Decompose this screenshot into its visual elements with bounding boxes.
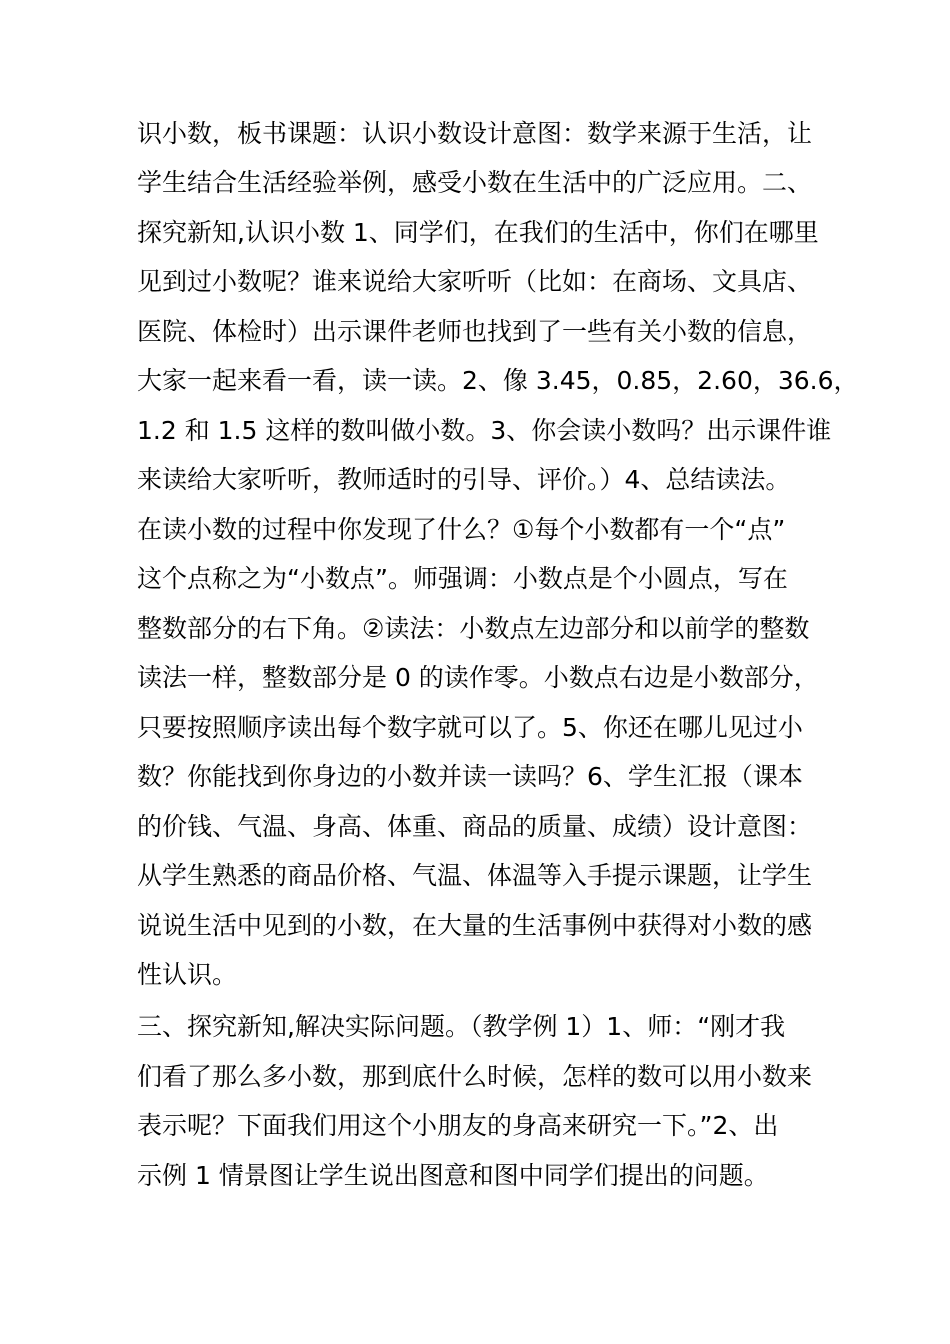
- text-line-19: 三、探究新知,解决实际问题。（教学例 1）1、师：“刚才我: [137, 1012, 786, 1041]
- text-line-11: 整数部分的右下角。②读法：小数点左边部分和以前学的整数: [137, 614, 810, 643]
- text-line-20: 们看了那么多小数，那到底什么时候，怎样的数可以用小数来: [137, 1062, 813, 1091]
- text-line-7: 1.2 和 1.5 这样的数叫做小数。3、你会读小数吗？出示课件谁: [137, 416, 832, 445]
- text-line-15: 的价钱、气温、身高、体重、商品的质量、成绩）设计意图：: [137, 812, 813, 841]
- text-line-17: 说说生活中见到的小数，在大量的生活事例中获得对小数的感: [137, 911, 813, 940]
- text-line-1: 识小数，板书课题：认识小数设计意图：数学来源于生活，让: [137, 119, 813, 148]
- text-line-2: 学生结合生活经验举例，感受小数在生活中的广泛应用。二、: [137, 168, 813, 197]
- text-line-8: 来读给大家听听，教师适时的引导、评价。）4、总结读法。: [137, 465, 791, 494]
- text-line-21: 表示呢？下面我们用这个小朋友的身高来研究一下。”2、出: [137, 1111, 779, 1140]
- text-line-6: 大家一起来看一看，读一读。2、像 3.45，0.85，2.60，36.6，: [137, 366, 859, 395]
- text-line-9: 在读小数的过程中你发现了什么？①每个小数都有一个“点”: [137, 515, 786, 544]
- text-line-3: 探究新知,认识小数 1、同学们，在我们的生活中，你们在哪里: [137, 218, 819, 247]
- text-line-5: 医院、体检时）出示课件老师也找到了一些有关小数的信息，: [137, 317, 813, 346]
- text-line-18: 性认识。: [137, 960, 238, 989]
- text-line-16: 从学生熟悉的商品价格、气温、体温等入手提示课题，让学生: [137, 861, 813, 890]
- text-line-4: 见到过小数呢？谁来说给大家听听（比如：在商场、文具店、: [137, 267, 813, 296]
- text-line-22: 示例 1 情景图让学生说出图意和图中同学们提出的问题。: [137, 1161, 769, 1190]
- text-line-10: 这个点称之为“小数点”。师强调：小数点是个小圆点，写在: [137, 564, 788, 593]
- text-line-14: 数？你能找到你身边的小数并读一读吗？6、学生汇报（课本: [137, 762, 803, 791]
- text-line-12: 读法一样，整数部分是 0 的读作零。小数点右边是小数部分，: [137, 663, 819, 692]
- text-line-13: 只要按照顺序读出每个数字就可以了。5、你还在哪儿见过小: [137, 713, 803, 742]
